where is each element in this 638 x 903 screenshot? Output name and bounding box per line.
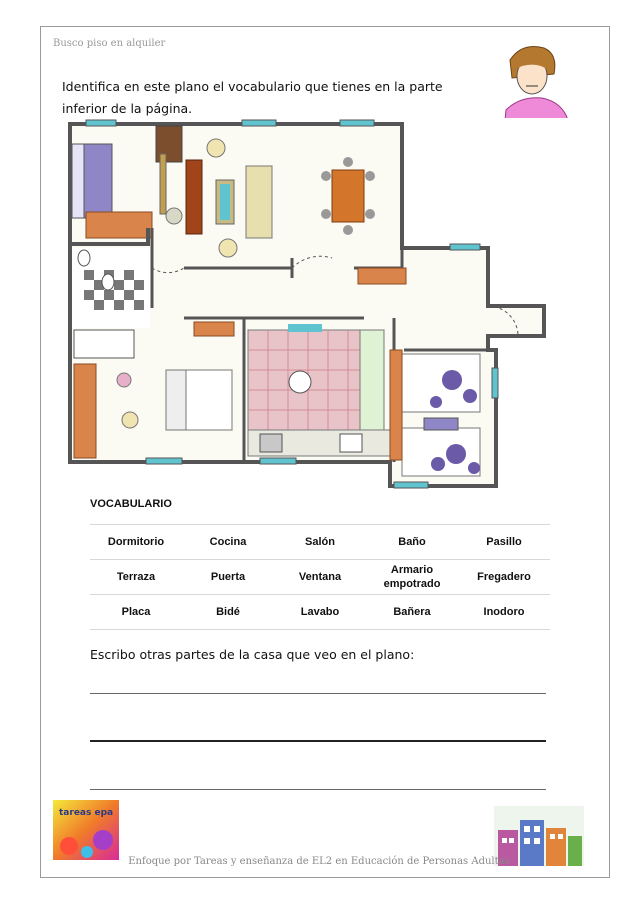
instruction-text xyxy=(62,76,462,120)
answer-line-2[interactable] xyxy=(90,740,546,742)
floor-plan xyxy=(64,118,570,492)
footer-note: Enfoque por Tareas y enseñanza de EL2 en Educación de Personas Adultas xyxy=(128,856,510,867)
instruction-line-1: Identifica en este plano el vocabulario que tienes en la parte xyxy=(62,79,443,94)
vocab-cell: Baño xyxy=(366,525,458,560)
vocab-cell: Cocina xyxy=(182,525,274,560)
table-row xyxy=(90,595,550,630)
vocab-cell: Bañera xyxy=(366,595,458,630)
logo-left-text: tareas epa xyxy=(59,808,114,818)
table-row xyxy=(90,560,550,595)
vocab-cell: Lavabo xyxy=(274,595,366,630)
answer-line-3[interactable] xyxy=(90,789,546,790)
vocab-cell: Puerta xyxy=(182,560,274,595)
vocabulary-table xyxy=(90,524,550,630)
vocab-cell: Fregadero xyxy=(458,560,550,595)
vocab-cell: Bidé xyxy=(182,595,274,630)
vocab-cell: Pasillo xyxy=(458,525,550,560)
vocab-cell: Armario empotrado xyxy=(366,560,458,595)
vocabulary-title: VOCABULARIO xyxy=(90,498,172,510)
vocab-cell: Salón xyxy=(274,525,366,560)
vocab-cell: Placa xyxy=(90,595,182,630)
header-note: Busco piso en alquiler xyxy=(53,38,166,49)
vocab-cell: Ventana xyxy=(274,560,366,595)
vocab-cell: Terraza xyxy=(90,560,182,595)
vocab-cell: Dormitorio xyxy=(90,525,182,560)
tareas-epa-logo xyxy=(53,800,119,860)
writing-prompt: Escribo otras partes de la casa que veo en el plano: xyxy=(90,647,415,662)
table-row xyxy=(90,525,550,560)
answer-line-1[interactable] xyxy=(90,693,546,694)
vocab-cell: Inodoro xyxy=(458,595,550,630)
instruction-line-2: inferior de la página. xyxy=(62,101,193,116)
